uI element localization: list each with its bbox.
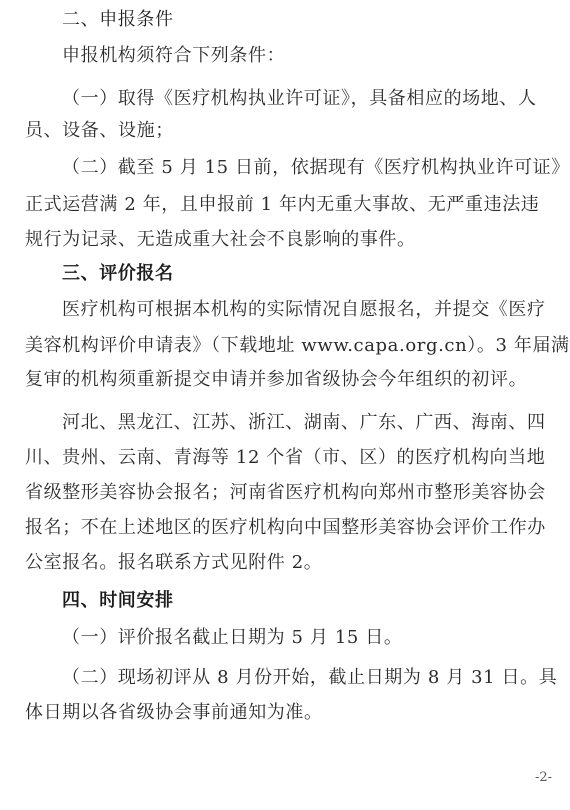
section-4-item-2-line-2: 体日期以各省级协会事前通知为准。 [25,702,323,723]
section-2-item-1-line-1: （一）取得《医疗机构执业许可证》，具备相应的场地、人 [62,88,537,109]
section-3-para-2-line-4: 报名；不在上述地区的医疗机构向中国整形美容协会评价工作办 [25,517,546,538]
section-2-intro: 申报机构须符合下列条件： [62,45,286,66]
section-3-para-1-line-3: 复审的机构须重新提交申请并参加省级协会今年组织的初评。 [25,369,528,390]
page-number: -2- [534,770,552,785]
section-2-item-2-line-2: 正式运营满 2 年，且申报前 1 年内无重大事故、无严重违法违 [25,194,540,215]
section-3-heading: 三、评价报名 [62,263,174,284]
section-3-para-2-line-3: 省级整形美容协会报名；河南省医疗机构向郑州市整形美容协会 [25,482,546,503]
section-3-para-1-line-2: 美容机构评价申请表》（下载地址 www.capa.org.cn）。3 年届满 [25,335,570,356]
section-4-heading: 四、时间安排 [62,590,174,611]
section-2-heading: 二、申报条件 [62,9,174,30]
section-3-para-2-line-1: 河北、黑龙江、江苏、浙江、湖南、广东、广西、海南、四 [62,412,546,433]
section-3-para-2-line-5: 公室报名。报名联系方式见附件 2。 [25,552,323,573]
section-4-item-2-line-1: （二）现场初评从 8 月份开始，截止日期为 8 月 31 日。具 [62,667,558,688]
section-2-item-1-line-2: 员、设备、设施； [25,120,174,141]
section-4-item-1: （一）评价报名截止日期为 5 月 15 日。 [62,627,403,648]
section-3-para-2-line-2: 川、贵州、云南、青海等 12 个省（市、区）的医疗机构向当地 [25,447,546,468]
section-3-para-1-line-1: 医疗机构可根据本机构的实际情况自愿报名，并提交《医疗 [62,299,546,320]
section-2-item-2-line-1: （二）截至 5 月 15 日前，依据现有《医疗机构执业许可证》 [62,157,570,178]
section-2-item-2-line-3: 规行为记录、无造成重大社会不良影响的事件。 [25,229,416,250]
